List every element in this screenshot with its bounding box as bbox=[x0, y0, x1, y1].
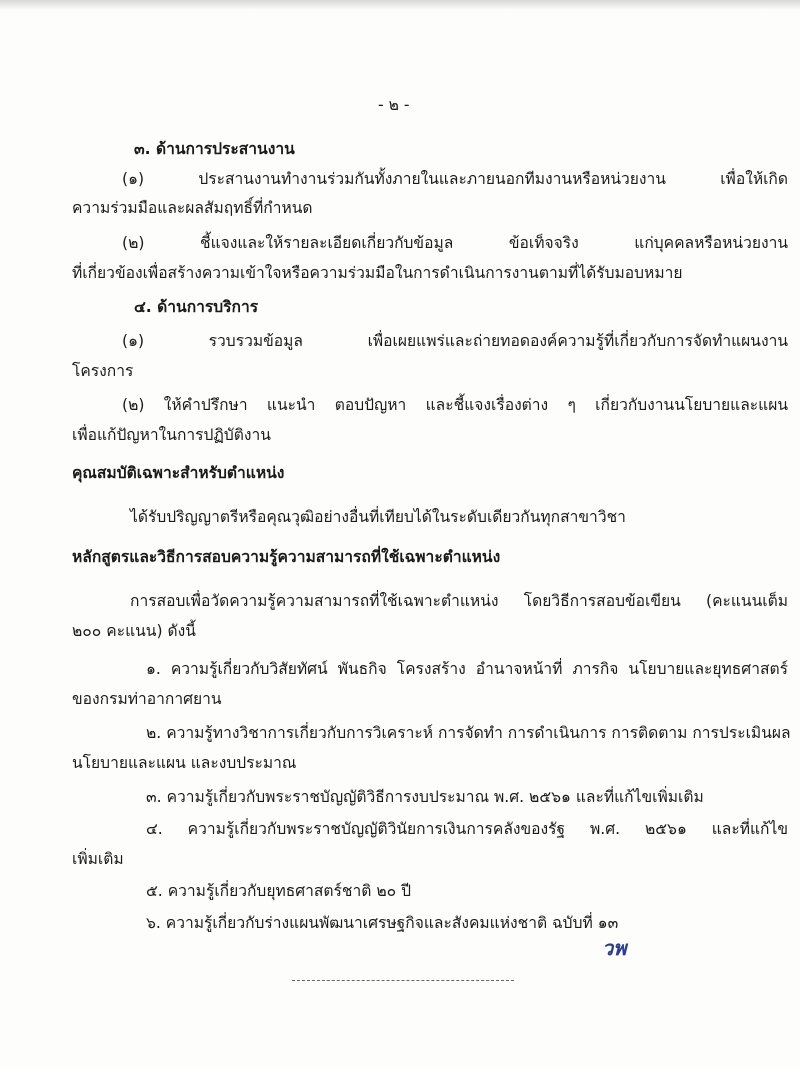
exam-item6: ๖. ความรู้เกี่ยวกับร่างแผนพัฒนาเศรษฐกิจและสังคมแห่งชาติ ฉบับที่ ๑๓ bbox=[146, 914, 619, 932]
section3-item1-line1: (๑) ประสานงานทำงานร่วมกันทั้งภายในและภายนอกทีมงานหรือหน่วยงาน เพื่อให้เกิด bbox=[122, 170, 788, 188]
exam-intro-line1: การสอบเพื่อวัดความรู้ความสามารถที่ใช้เฉพาะตำแหน่ง โดยวิธีการสอบข้อเขียน (คะแนนเต็ม bbox=[130, 592, 788, 610]
exam-item4-line2: เพิ่มเติม bbox=[72, 850, 124, 868]
exam-heading: หลักสูตรและวิธีการสอบความรู้ความสามารถที่ใช้เฉพาะตำแหน่ง bbox=[72, 548, 501, 566]
exam-item1-line2: ของกรมท่าอากาศยาน bbox=[72, 690, 222, 708]
section4-item2-line1: (๒) ให้คำปรึกษา แนะนำ ตอบปัญหา และชี้แจงเรื่องต่าง ๆ เกี่ยวกับงานนโยบายและแผน bbox=[122, 396, 788, 414]
section3-heading: ๓. ด้านการประสานงาน bbox=[134, 140, 295, 158]
exam-item4-line1: ๔. ความรู้เกี่ยวกับพระราชบัญญัติวินัยการเงินการคลังของรัฐ พ.ศ. ๒๕๖๑ และที่แก้ไข bbox=[146, 820, 788, 838]
section4-item1-line2: โครงการ bbox=[72, 362, 134, 380]
section4-item2-line2: เพื่อแก้ปัญหาในการปฏิบัติงาน bbox=[72, 426, 271, 444]
qualifications-text: ได้รับปริญญาตรีหรือคุณวุฒิอย่างอื่นที่เทียบได้ในระดับเดียวกันทุกสาขาวิชา bbox=[130, 508, 626, 526]
exam-intro-line2: ๒๐๐ คะแนน) ดังนี้ bbox=[72, 622, 196, 640]
scan-edge bbox=[0, 0, 800, 10]
section3-item1-line2: ความร่วมมือและผลสัมฤทธิ์ที่กำหนด bbox=[72, 199, 313, 217]
exam-item2-line2: นโยบายและแผน และงบประมาณ bbox=[72, 754, 297, 772]
section3-item2-line2: ที่เกี่ยวข้องเพื่อสร้างความเข้าใจหรือความร่วมมือในการดำเนินการงานตามที่ได้รับมอบหมาย bbox=[72, 264, 683, 282]
section3-item2-line1: (๒) ชี้แจงและให้รายละเอียดเกี่ยวกับข้อมูล ข้อเท็จจริง แก่บุคคลหรือหน่วยงาน bbox=[122, 234, 788, 252]
exam-item3: ๓. ความรู้เกี่ยวกับพระราชบัญญัติวิธีการงบประมาณ พ.ศ. ๒๕๖๑ และที่แก้ไขเพิ่มเติม bbox=[146, 788, 704, 806]
qualifications-heading: คุณสมบัติเฉพาะสำหรับตำแหน่ง bbox=[72, 464, 285, 482]
footer-divider bbox=[292, 980, 514, 981]
exam-item5: ๕. ความรู้เกี่ยวกับยุทธศาสตร์ชาติ ๒๐ ปี bbox=[146, 882, 412, 900]
signature-initials: วพ bbox=[602, 936, 627, 960]
page-number: - ๒ - bbox=[378, 96, 410, 114]
exam-item1-line1: ๑. ความรู้เกี่ยวกับวิสัยทัศน์ พันธกิจ โครงสร้าง อำนาจหน้าที่ ภารกิจ นโยบายและยุทธศาสตร์ bbox=[146, 660, 788, 678]
exam-item2-line1: ๒. ความรู้ทางวิชาการเกี่ยวกับการวิเคราะห์ การจัดทำ การดำเนินการ การติดตาม การประเมินผล bbox=[146, 724, 791, 742]
section4-heading: ๔. ด้านการบริการ bbox=[134, 298, 259, 316]
section4-item1-line1: (๑) รวบรวมข้อมูล เพื่อเผยแพร่และถ่ายทอดองค์ความรู้ที่เกี่ยวกับการจัดทำแผนงาน bbox=[122, 332, 788, 350]
